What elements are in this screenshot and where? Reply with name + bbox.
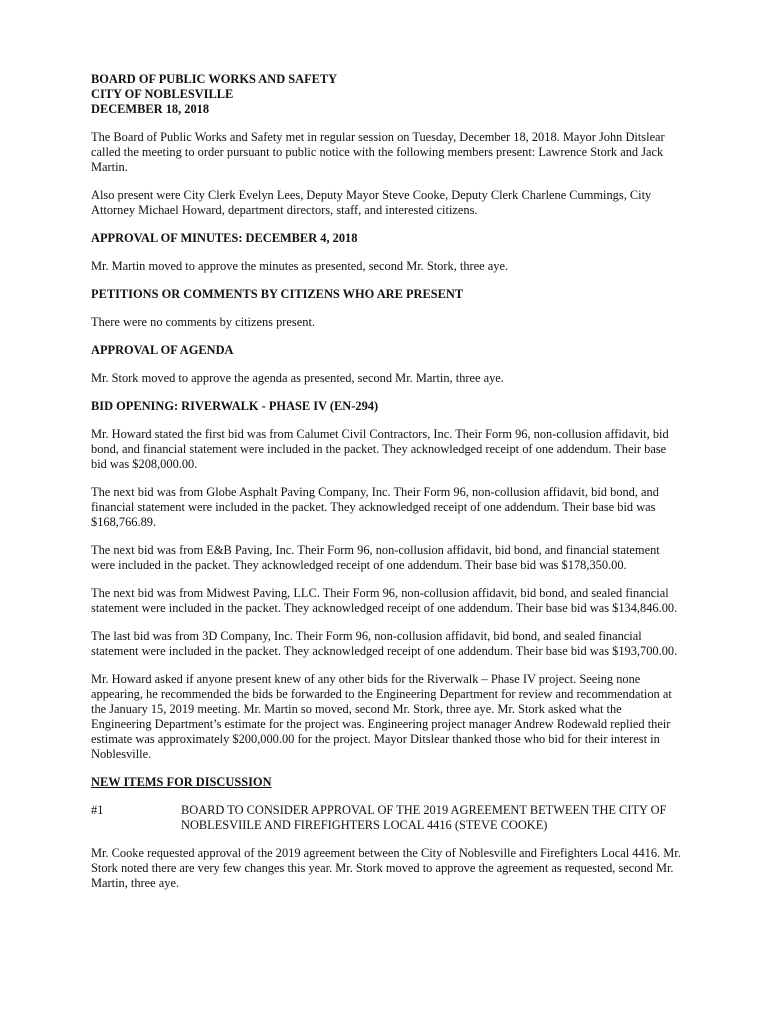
minutes-heading: APPROVAL OF MINUTES: DECEMBER 4, 2018 [91,231,358,245]
agenda-item-text: Mr. Cooke requested approval of the 2019 agreement between the City of Noblesville and Firefighters Local 4416. Mr. Stork noted there are very few changes this year. Mr. Stork moved to approve the agreement as requested, second Mr. Martin, three aye. [91,846,681,890]
agenda-text: Mr. Stork moved to approve the agenda as presented, second Mr. Martin, three aye. [91,371,504,385]
agenda-heading: APPROVAL OF AGENDA [91,343,234,357]
header-meeting-date: DECEMBER 18, 2018 [91,102,210,116]
document-header [91,72,681,117]
bid-paragraph: The next bid was from Midwest Paving, LLC. Their Form 96, non-collusion affidavit, bid bond, and sealed financial statement were included in the packet. They acknowledged receipt of one addendum. Their base bid was $134,846.00. [91,586,678,615]
petitions-text: There were no comments by citizens present. [91,315,315,329]
agenda-item [91,803,681,833]
agenda-item-title: BOARD TO CONSIDER APPROVAL OF THE 2019 AGREEMENT BETWEEN THE CITY OF NOBLESVIILE AND FIREFIGHTERS LOCAL 4416 (STEVE COOKE) [181,803,667,832]
agenda-item-number: #1 [91,803,104,817]
minutes-text: Mr. Martin moved to approve the minutes as presented, second Mr. Stork, three aye. [91,259,509,273]
bid-paragraph: Mr. Howard stated the first bid was from Calumet Civil Contractors, Inc. Their Form 96, non-collusion affidavit, bid bond, and financial statement were included in the packet. They acknowledged receipt of one addendum. Their base bid was $208,000.00. [91,427,669,471]
document-page [91,72,681,904]
bid-paragraph: The next bid was from E&B Paving, Inc. Their Form 96, non-collusion affidavit, bid bond, and financial statement were included in the packet. They acknowledged receipt of one addendum. Their base bid was $178,350.00. [91,543,660,572]
attendees-paragraph: Also present were City Clerk Evelyn Lees, Deputy Mayor Steve Cooke, Deputy Clerk Charlene Cummings, City Attorney Michael Howard, department directors, staff, and interested citizens. [91,188,652,217]
petitions-heading: PETITIONS OR COMMENTS BY CITIZENS WHO ARE PRESENT [91,287,464,301]
header-city-name: CITY OF NOBLESVILLE [91,87,234,101]
bid-summary-paragraph: Mr. Howard asked if anyone present knew of any other bids for the Riverwalk – Phase IV project. Seeing none appearing, he recommended the bids be forwarded to the Engineering Department for review and recommendation at the January 15, 2019 meeting. Mr. Martin so moved, second Mr. Stork, three aye. Mr. Stork asked what the Engineering Department’s estimate for the project was. Engineering project manager Andrew Rodewald replied their estimate was approximately $200,000.00 for the project. Mayor Ditslear thanked those who bid for their interest in Noblesville. [91,672,672,761]
new-items-heading: NEW ITEMS FOR DISCUSSION [91,775,272,789]
intro-paragraph: The Board of Public Works and Safety met in regular session on Tuesday, December 18, 2018. Mayor John Ditslear called the meeting to order pursuant to public notice with the following members present: Lawrence Stork and Jack Martin. [91,130,665,174]
bid-paragraph: The next bid was from Globe Asphalt Paving Company, Inc. Their Form 96, non-collusion affidavit, bid bond, and financial statement were included in the packet. They acknowledged receipt of one addendum. Their base bid was $168,766.89. [91,485,659,529]
bid-paragraph: The last bid was from 3D Company, Inc. Their Form 96, non-collusion affidavit, bid bond, and sealed financial statement were included in the packet. They acknowledged receipt of one addendum. Their base bid was $193,700.00. [91,629,678,658]
bid-opening-heading: BID OPENING: RIVERWALK - PHASE IV (EN-294) [91,399,379,413]
header-board-name: BOARD OF PUBLIC WORKS AND SAFETY [91,72,338,86]
